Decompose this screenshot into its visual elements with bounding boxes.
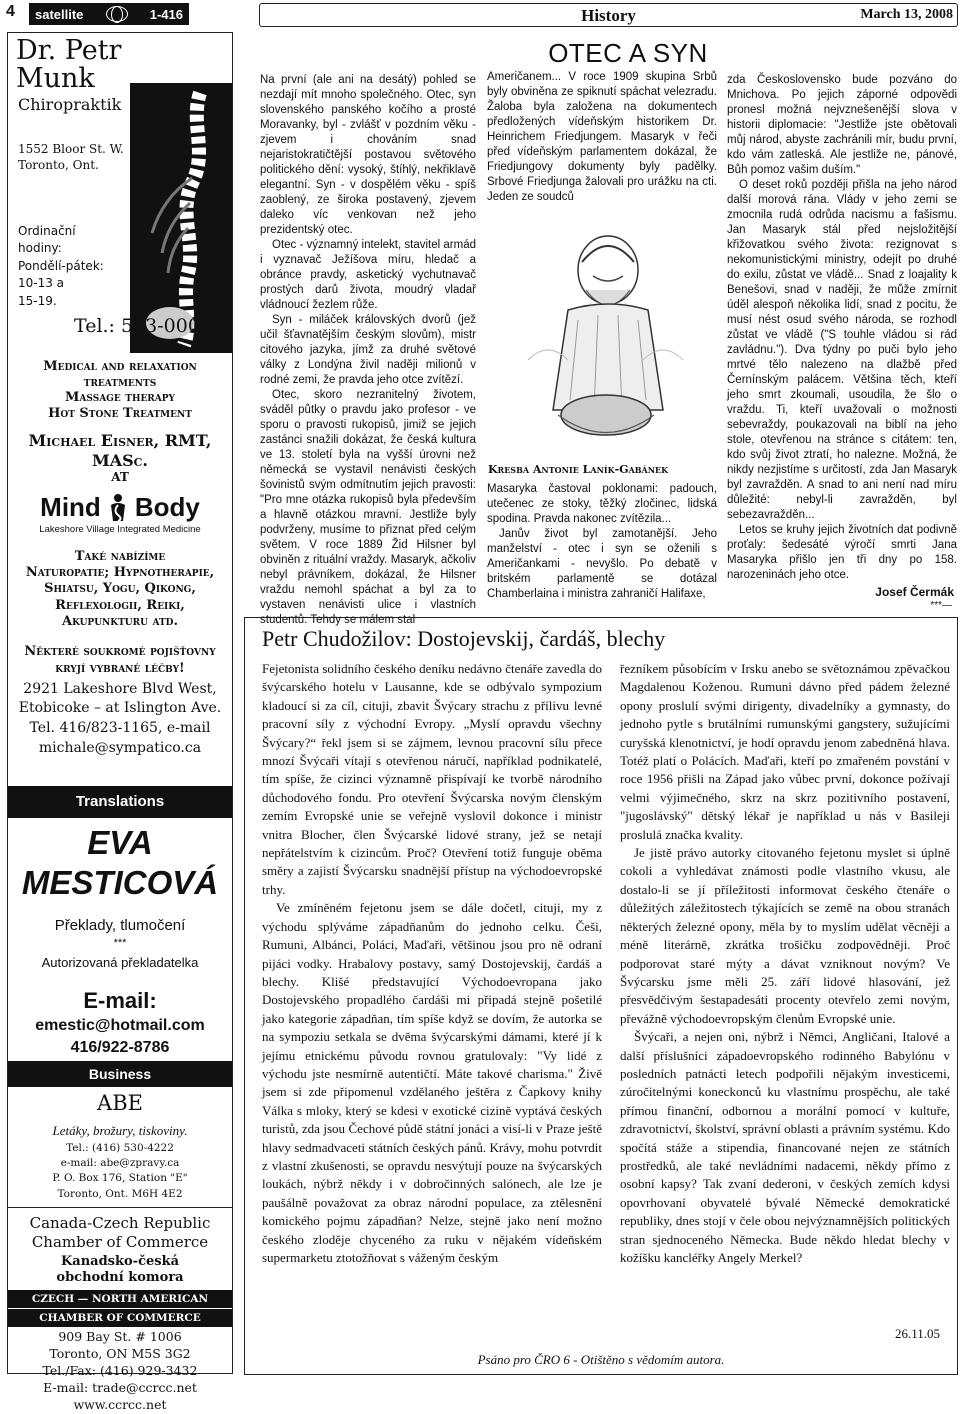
article-2-footnote: Psáno pro ČRO 6 - Otištěno s vědomím autora. xyxy=(477,1352,725,1367)
chamber-of-commerce-ad xyxy=(8,1207,232,1414)
chamber-czech-title: Kanadsko-česká obchodní komora xyxy=(56,1253,184,1286)
paragraph: Syn - miláček královských dvorů (jež učil šťavnatějším českým slovům), mistr citového jazyka, jímž za druhé světové války z Londýna živil naději milionů v rodné zemi, že pravda jeho otce zvítězí. xyxy=(260,314,476,386)
chamber-bar-1: CZECH — NORTH AMERICAN xyxy=(8,1290,232,1308)
chiropractor-title: Chiropraktik xyxy=(18,95,122,114)
article-column-3 xyxy=(727,73,957,613)
treatments-list: Medical and relaxation treatments Massage therapy Hot Stone Treatment xyxy=(43,359,197,421)
chamber-contact: 909 Bay St. # 1006 Toronto, ON M5S 3G2 Tel./Fax: (416) 929-3432 E-mail: trade@ccrcc.net www.ccrcc.net xyxy=(42,1329,198,1412)
paragraph: Otec - významný intelekt, stavitel armád i vyznavač Ježíšova míru, hledač a obránce pravdy, asketický vychutnavač prostých darů života, moudrý vladař vládnoucí žezlem růže. xyxy=(260,239,476,311)
chiropractor-phone: Tel.: 533-0005 xyxy=(74,315,213,337)
paragraph: Fejetonista solidního českého deníku nedávno čtenáře zavedla do švýcarského hotelu v Lausanne, kde se odbývalo sympozium kladoucí si za cíl, cituji, zbavit Švýcary strachu z přílivu levné pracovní síly z východní Evropy. „Myslí opravdu všechny Švýcary?“ řekl jsem si se zájmem, levnou pracovní sílu přece mnozí Švýcaři vítají s otevřenou náručí, například podnikatelé, tím spíše, že cizinci významně přispívají ke tvorbě národního důchodového fondu. Pro otevření Švýcarska novým členským zemím Evropské unie se veřejně vyslovil dokonce i ministr vnitra Blocher, člen Švýcarské lidové strany, jež se netají nepřátelstvím k cizincům. Proč? Otevření totiž funguje oběma směry a zajistí Švýcarsku snadnější přístup na východoevropské trhy. xyxy=(262,661,602,897)
paragraph: Švýcaři, a nejen oni, nýbrž i Němci, Angličani, Italové a další příslušníci západoevropského rodinného Babylónu v posledních patnácti letech podpořili nějakým investicemi, zúročitelnými koneckonců ku vlastnímu prospěchu, ale také přímou finanční, odbornou a morální pomocí v kultuře, zdravotnictví, školství, správní oblasti a právním systému. Kdo spočítá stáže a stipendia, financované nejen ze státních prostředků, ale také nevládními nadacemi, někdy přímo z osobní kapsy? Tak zvaní dederoni, v českých zemích kdysi opovrhovaní obyvatelé bývalé Německé demokratické republiky, dnes stojí v čele obou nejvýznamnějších politických stran sjednoceného Německa. Bude někdo hledat blechy v kožíšku kancléřky Angely Merkel? xyxy=(620,1029,950,1265)
satellite-label: satellite xyxy=(35,6,84,22)
chiropractor-address: 1552 Bloor St. W. Toronto, Ont. xyxy=(18,142,124,173)
insurance-note: Některé soukromé pojišťovny kryjí vybrané léčby! xyxy=(24,644,216,676)
chamber-title: Canada-Czech Republic Chamber of Commerce xyxy=(29,1214,211,1251)
chiropractor-ad xyxy=(8,33,232,355)
article-author: Josef Čermák xyxy=(875,585,954,599)
abe-tagline: Letáky, brožury, tiskoviny. xyxy=(52,1123,188,1138)
therapist-name: Michael Eisner, RMT, MASc. xyxy=(28,431,212,470)
issue-number: 1-416 xyxy=(149,6,183,22)
abe-name: ABE xyxy=(97,1091,143,1115)
satellite-label-box xyxy=(29,3,189,25)
chamber-bar-2: CHAMBER OF COMMERCE xyxy=(8,1309,232,1327)
section-title: History xyxy=(581,6,636,25)
article-column-1 xyxy=(260,73,476,626)
section-header-box xyxy=(259,3,958,27)
also-offered-list: Také nabízíme Naturopatie; Hypnotherapie, Shiatsu, Yogu, Qikong, Reflexologii, Reiki, Akupunkturu atd. xyxy=(25,548,215,629)
paragraph: Ve zmíněném fejetonu jsem se dále dočetl, cituji, my z východu splýváme západňanům do jednoho celku. Češi, Rumuni, Albánci, Poláci, Maďaři, většinou jsou pro ně odraní pijáci vodky. Hrabalovy postavy, samý Dostojevskij, čardáš a blechy. Klišé představující Východoevropana jako Dostojevského propadlého čardáši mi připadá stejně pošetilé jako kategorie západňan, tím spíše když se dovím, že autorka se na sympoziu setkala se dvěma švýcarskými dámami, které jí k jejímu etnickému původu rovnou gratulovaly: "Vy lidé z východu jste nesmírně autentičtí. Máte takové charisma." Živě jsem si zde připomenul vzdělaného ještěra z Čapkovy knihy Válka s mloky, který se kdesi v exotické cizině vyptává českých turistů, zda jsou Čechové půdě státní jonáci a visí-li v Praze ještě hlavy sedmadvaceti státních českých pánů. Krávy, mohu potvrdit z vlastní zkušenosti, se opravdu nesvýtují pouze na švýcarských loukách, nýbrž někdy i v dobročinných salónech, ale lze je paušálně považovat za obraz národní populace, za ztělesnění komického pojmu západňan? Nelze, stejně jako není možno českého zloděje chyceného za ruku v nějakém vídeňském supermarketu ztotožňovat s váženým českým xyxy=(262,900,602,1265)
paragraph: řezníkem působícím v Irsku anebo se světoznámou zpěvačkou Magdalenou Koženou. Rumuni dávno před pádem železné opony proslulí svými dirigenty, divadelníky a gymnasty, do jednoho pytle s brutálními rumunskými gangstery, sužujícími curyšská klenotnictví, je hodí opravdu jenom zabedněná hlava. Totéž platí o Polácích. Maďaři, kteří po zmařeném povstání v roce 1956 přišli na Západ jako vůbec první, dokonce požívají velmi výjimečného, skrz na skrz pozitivního postavení, "jugoslávský" dětský lékař je například u nás v Basileji proslulá značka kvality. xyxy=(620,661,950,842)
logo-subtitle: Lakeshore Village Integrated Medicine xyxy=(39,523,201,535)
globe-icon xyxy=(106,6,128,22)
article-2-column-1 xyxy=(262,660,602,1346)
abe-contact: Tel.: (416) 530-4222 e-mail: abe@zpravy.ca P. O. Box 176, Station "E" Toronto, Ont. M6H 4E2 xyxy=(52,1142,188,1200)
article-title: OTEC A SYN xyxy=(548,38,708,68)
translator-stars: *** xyxy=(113,937,127,949)
article-2-column-2 xyxy=(620,660,950,1328)
business-bar: Business xyxy=(8,1061,232,1087)
page-number: 4 xyxy=(6,3,15,20)
illustration-caption: Kresba Antonie Laník-Gabánek xyxy=(488,463,669,476)
mind-body-logo: Mind Body xyxy=(40,492,200,523)
translator-authorized: Autorizovaná překladatelka xyxy=(41,955,199,970)
page-header xyxy=(0,0,960,30)
translator-services: Překlady, tlumočení xyxy=(54,917,186,934)
translator-name: EVA MESTICOVÁ xyxy=(21,824,219,901)
advertisement-column xyxy=(7,32,233,1412)
paragraph: Na první (ale ani na desátý) pohled se nezdají mít mnoho společného. Otec, syn slovenského panského kočího a prosté Moravanky, byl - zvlášť v pozdním věku - zjevem i chováním snad nejaristokratičtější postavou světového politického dění: vysoký, štíhlý, nekřiklavě elegantní. Syn - v dospělém věku - spíš zaoblený, ze široka postavený, zjevem daleko víc venkovan než jeho prezidentský otec. xyxy=(260,74,476,236)
mind-body-address: 2921 Lakeshore Blvd West, Etobicoke – at Islington Ave. Tel. 416/823-1165, e-mail michale@sympatico.ca xyxy=(18,680,222,756)
translations-bar: Translations xyxy=(8,786,232,818)
office-hours: Ordinační hodiny: Pondělí-pátek: 10-13 a 15-19. xyxy=(18,224,104,308)
article-column-2-bottom xyxy=(487,482,717,604)
article-2-title: Petr Chudožilov: Dostojevskij, čardáš, blechy xyxy=(262,626,666,651)
spine-illustration xyxy=(130,83,232,353)
portrait-sketch-illustration xyxy=(488,210,718,460)
yin-yang-figure-icon xyxy=(107,493,129,523)
translator-email-label: E-mail: xyxy=(83,988,157,1013)
paragraph: Američanem... V roce 1909 skupina Srbů byly obviněna ze spiknutí spáchat velezradu. Žaloba byla založena na dokumentech předložených vídeňským historikem Dr. Heinrichem Friedjungem. Masaryk v řeči před vídeňským parlamentem dokázal, že Friedjungovy dokumenty byly padělky. Srbové Friedjunga žalovali pro urážku na cti. Jeden ze soudců xyxy=(487,71,717,203)
at-label: AT xyxy=(111,469,129,484)
paragraph: Janův život byl zamotanější. Jeho manželství - otec i syn se oženili s Američankami - nevyšlo. Po debatě v britském parlamentě se dotázal Chamberlaina i ministra zahraničí Halifaxe, xyxy=(487,528,717,600)
issue-date: March 13, 2008 xyxy=(860,7,953,22)
translator-phone: 416/922-8786 xyxy=(70,1039,170,1056)
article-end-mark: ***— xyxy=(930,600,952,611)
paragraph: zda Československo bude pozváno do Mnichova. Po jejich záporné odpovědi pronesl možná nejvznešenější slova v historii diplomacie: "Jestliže jste obětovali můj národ, abyste zachránili mír, budu první, kdo vám zatleská. Ale jestliže ne, pánové, Bůh pomoz vašim duším." xyxy=(727,74,957,176)
translator-email[interactable]: emestic@hotmail.com xyxy=(35,1017,205,1034)
chiropractor-name: Dr. Petr Munk xyxy=(16,35,122,95)
mind-body-ad xyxy=(8,355,232,758)
paragraph: Masaryka častoval poklonami: padouch, utečenec ze stoky, těžký zločinec, lidská spodina. Pravda nakonec zvítězila... xyxy=(487,483,717,525)
paragraph: O deset roků později přišla na jeho národ další morová rána. Vlády v jeho zemi se zmocnila rudá odrůda nacismu a fašismu. Jan Masaryk stál před nejsložitější křižovatkou svého života: rezignovat s nekomunistickými ministry, odejít po druhé do exilu, zůstat ve vládě... Snad z loajality k Benešovi, snad v naději, že může zmírnit úděl alespoň několika lidí, snad z pocitu, že musí nést osud svého národa, se rozhodl zůstat ve vládě ("S touhle vládou si rád zavládnu."). Dva týdny po puči bylo jeho mrtvé tělo nalezeno na dlažbě před Černínským palácem. Většina těch, kteří jeho smrt zkoumali, usoudila, že šlo o vraždu. Ti, kteří uvažovali o možnosti sebevraždy, poukazovali na biblí na jeho stole, otevřenou na stránce s citátem: ten, kdo svůj život ztratí, ho nalezne. Možná, že nikdy nezjistíme s určitostí, zda Jan Masaryk byl zavražděn. A snad to ani není nad míru důležité: nebyl-li zavražděn, byl sebezavražděn... xyxy=(727,179,957,521)
article-2-date: 26.11.05 xyxy=(894,1326,940,1341)
article-column-2-top xyxy=(487,70,717,210)
paragraph: Letos se kruhy jejich životních dat podivně proťaly: šedesáté výročí smrti Jana Masaryka přišlo jen tři dny po 158. narozeninách jeho otce. xyxy=(727,524,957,581)
paragraph: Otec, skoro nezranitelný životem, sváděl půtky o pravdu jako profesor - ve sporu o pravosti rukopisů, jimiž se jejich zastánci snažili dokázat, že česká kultura ve 13. století byla na vyšší úrovni než německá se vystavil nenávisti českých šovinistů svým odmítnutím jejich pravosti: "Pro mne otázka rukopisů byla především a hlavně otázkou mravní. Jestliže byly podvrženy, musíme to přiznat před celým světem. V roce 1889 Žid Hilsner byl obviněn z rituální vraždy. Masaryk, ačkoliv nebyl právníkem, dokázal, že Hilsner vraždu nemohl spáchat a byl za to vystaven nenávisti ulice i vlastních studentů. Tehdy se málem stal xyxy=(260,389,476,626)
paragraph: Je jistě právo autorky citovaného fejetonu myslet si úplně cokoli a vyhledávat známosti podle vlastního vkusu, ale dostalo-li se jí příležitosti informovat českého čtenáře o důležitých záležitostech týkajících se země na obou stranách některých železné opony, měla by to myslím udělat věcněji a méně literárně, zkrátka trošičku zodpovědněji. Proč podporovat staré mýty a dávat vzniknout novým? Ve Švýcarsku jsme měli 25. září lidové hlasování, jež přesvědčivým šestapadesáti procenty otevřelo zemi novým, převážně východoevropským členům Evropské unie. xyxy=(620,845,950,1026)
